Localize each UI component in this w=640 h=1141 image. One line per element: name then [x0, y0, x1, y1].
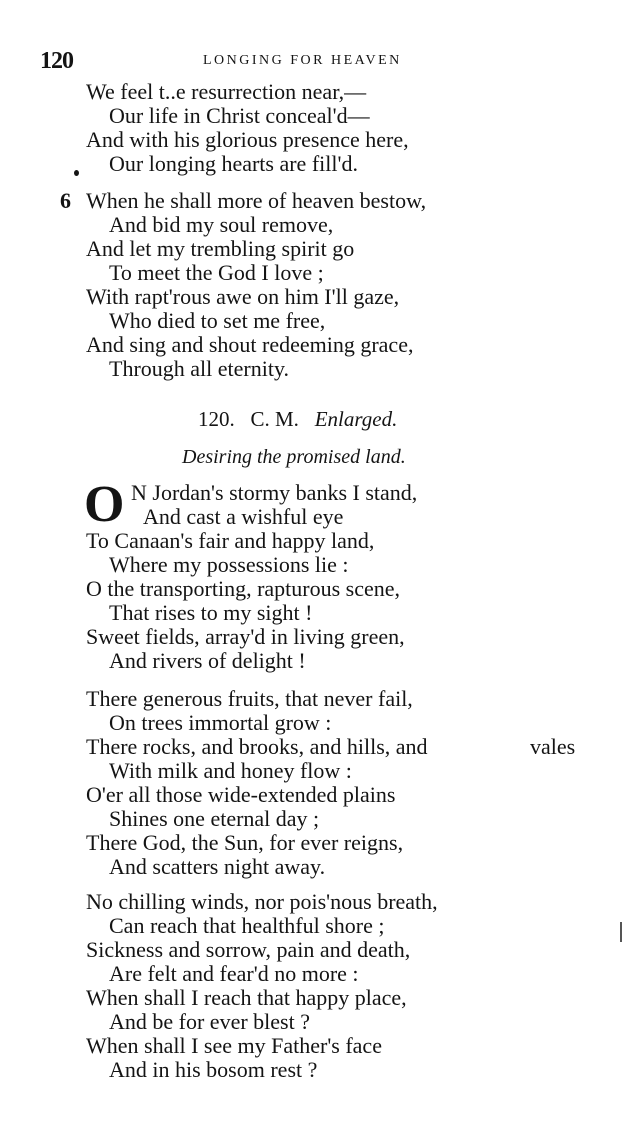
verse-line: We feel t..e resurrection near,—: [86, 79, 367, 104]
ink-dot: [74, 170, 79, 176]
verse-line: O'er all those wide-extended plains: [86, 782, 396, 807]
verse-line: And bid my soul remove,: [109, 212, 334, 237]
verse-line: There generous fruits, that never fail,: [86, 686, 413, 711]
page-number: 120: [40, 48, 73, 74]
verse-line: There God, the Sun, for ever reigns,: [86, 830, 404, 855]
verse-line: And with his glorious presence here,: [86, 127, 409, 152]
verse-line: Are felt and fear'd no more :: [109, 961, 359, 986]
verse-line: With milk and honey flow :: [109, 758, 352, 783]
verse-line: There rocks, and brooks, and hills, and: [86, 734, 428, 759]
verse-line: And sing and shout redeeming grace,: [86, 332, 414, 357]
verse-line: Can reach that healthful shore ;: [109, 913, 385, 938]
verse-line: And cast a wishful eye: [143, 504, 344, 529]
verse-line: Our longing hearts are fill'd.: [109, 151, 358, 176]
verse-line: When shall I reach that happy place,: [86, 985, 407, 1010]
margin-mark: [620, 922, 622, 942]
verse-line: N Jordan's stormy banks I stand,: [131, 480, 418, 505]
verse-line: Sickness and sorrow, pain and death,: [86, 937, 411, 962]
verse-line: With rapt'rous awe on him I'll gaze,: [86, 284, 400, 309]
verse-line: When shall I see my Father's face: [86, 1033, 382, 1058]
verse-line: Sweet fields, array'd in living green,: [86, 624, 405, 649]
verse-line: Where my possessions lie :: [109, 552, 349, 577]
verse-line: To Canaan's fair and happy land,: [86, 528, 375, 553]
verse-line: And in his bosom rest ?: [109, 1057, 318, 1082]
page-header: [40, 48, 460, 76]
verse-line: To meet the God I love ;: [109, 260, 324, 285]
verse-line: Shines one eternal day ;: [109, 806, 320, 831]
hymn-subtitle: Desiring the promised land.: [182, 446, 406, 468]
running-title: LONGING FOR HEAVEN: [203, 53, 402, 68]
verse-line: And scatters night away.: [109, 854, 326, 879]
drop-cap: O: [84, 476, 125, 533]
hymn-heading: [198, 407, 397, 432]
verse-line: Through all eternity.: [109, 356, 290, 381]
verse-line: That rises to my sight !: [109, 600, 313, 625]
stanza-number: 6: [60, 188, 71, 213]
hymn-note: Enlarged.: [314, 407, 398, 431]
verse-line: And be for ever blest ?: [109, 1009, 310, 1034]
verse-line: Who died to set me free,: [109, 308, 326, 333]
hymn-meter: C. M.: [250, 407, 299, 431]
verse-line: When he shall more of heaven bestow,: [86, 188, 427, 213]
verse-line: And let my trembling spirit go: [86, 236, 355, 261]
overflow-word: vales: [530, 734, 576, 759]
verse-line: And rivers of delight !: [109, 648, 306, 673]
hymn-number: 120.: [198, 407, 235, 431]
verse-line: O the transporting, rapturous scene,: [86, 576, 401, 601]
verse-line: On trees immortal grow :: [109, 710, 332, 735]
verse-line: No chilling winds, nor pois'nous breath,: [86, 889, 438, 914]
verse-line: Our life in Christ conceal'd—: [109, 103, 370, 128]
